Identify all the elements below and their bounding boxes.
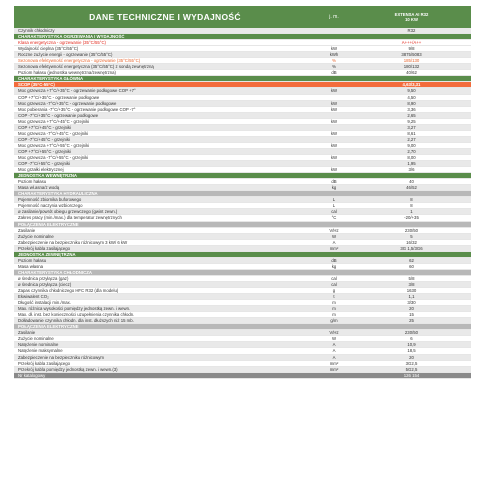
row-label: Klasa energetyczna - ogrzewanie (35°C/55°C): [18, 40, 106, 46]
row-value: [352, 324, 471, 329]
row-value: 8: [410, 203, 413, 209]
row-unit: mm²: [329, 366, 339, 372]
row-label: Zakres pracy (min./max.) dla temperatur zewnętrznych: [18, 215, 122, 221]
spec-sheet: [14, 6, 471, 379]
row-label: ø zasilanie/powrót obiegu grzewczego (gwint zewn.): [18, 209, 118, 215]
row-label: CHARAKTERYSTYKA OGRZEWANIA I WYDAJNOŚĆ: [18, 34, 125, 40]
row-unit: A: [332, 348, 336, 354]
row-label: Moc grzałki elektrycznej: [18, 167, 64, 173]
row-value: 3875/5083: [401, 52, 422, 58]
row-label: Czynnik chłodniczy: [18, 28, 55, 33]
row-value: 126 154: [403, 372, 420, 378]
row-label: Moc grzewcza -7°C/+55°C - grzejniki: [18, 154, 89, 160]
row-unit: dB: [331, 179, 337, 185]
row-label: Moc grzewcza -7°C/+45°C - grzejniki: [18, 130, 89, 136]
row-unit: kg: [331, 185, 337, 191]
row-unit: kWh: [329, 52, 339, 58]
row-unit: [316, 222, 352, 227]
row-unit: mm²: [329, 360, 339, 366]
row-unit: [316, 324, 352, 329]
row-value: 4,50: [407, 94, 416, 100]
row-value: 8,00: [407, 154, 416, 160]
row-value: [352, 34, 471, 39]
row-value: R32: [407, 28, 416, 33]
row-value: [352, 191, 471, 196]
row-label: Zasilanie: [18, 227, 36, 233]
row-label: Zabezpieczenie na bezpieczniku różnicowym 3 kW/ 6 kW: [18, 239, 128, 245]
row-unit: %: [332, 64, 336, 70]
row-label: Wydajność cieplna (35°C/55°C): [18, 46, 79, 52]
row-value: 5G2,5: [405, 366, 418, 372]
model-name: EXTENSA AI R32: [394, 11, 429, 17]
row-value: 15: [409, 312, 414, 318]
row-unit: dB: [331, 257, 337, 263]
row-label: Masa własna: [18, 263, 44, 269]
row-unit: [316, 113, 352, 118]
row-label: JEDNOSTKA ZEWNĘTRZNA: [18, 251, 76, 257]
row-value: 9/8: [408, 46, 415, 52]
row-value: 2,27: [407, 136, 416, 142]
row-unit: °C: [331, 215, 337, 221]
row-label: COP -7°C/+55°C - grzejniki: [18, 161, 70, 167]
row-value: 9,00: [407, 142, 416, 148]
row-value: [352, 252, 471, 257]
row-label: CHARAKTERYSTYKA HYDRAULICZNA: [18, 191, 98, 197]
row-unit: V/Hz: [329, 330, 339, 336]
row-label: CHARAKTERYSTYKA CHŁODNICZA: [18, 269, 92, 275]
row-label: Pojemność naczynia wzbiorczego: [18, 203, 83, 209]
row-value: 1,1: [408, 294, 415, 300]
row-value: 10,9: [407, 342, 416, 348]
row-label: COP -7°C/+45°C - grzejniki: [18, 136, 70, 142]
row-unit: [316, 252, 352, 257]
row-unit: cal: [331, 281, 337, 287]
row-label: Przekrój kabla zasilającego: [18, 245, 71, 251]
row-unit: [316, 76, 352, 81]
row-label: SCOP (35°C-55°C): [18, 82, 55, 88]
row-unit: t: [333, 294, 335, 300]
row-label: Zużycie nominalne: [18, 233, 54, 239]
row-label: Moc grzewcza +7°C/+45°C - grzejniki: [18, 118, 90, 124]
row-label: Ekwiwalent CO₂: [18, 294, 49, 300]
row-value: 8,90: [407, 100, 416, 106]
row-value: 3/8: [408, 281, 415, 287]
row-label: Przekrój kabla zasilającego: [18, 360, 71, 366]
row-label: Zapas czynnika chłodniczego HFC R32 (dla modelu): [18, 288, 119, 294]
row-label: ø średnica przyłącza (gaz): [18, 275, 69, 281]
row-value: 62: [409, 257, 414, 263]
row-unit: %: [332, 58, 336, 64]
model-column-header: [352, 6, 471, 28]
unit-column-header: j. m.: [329, 14, 339, 20]
row-label: Masa wł.asna/z wodą: [18, 185, 60, 191]
row-unit: [316, 270, 352, 275]
row-value: 3,36: [407, 106, 416, 112]
row-value: 3,27: [407, 124, 416, 130]
row-value: 2,65: [407, 112, 416, 118]
model-power: 10 KW: [405, 17, 418, 22]
row-label: POŁĄCZENIA ELEKTRYCZNE: [18, 221, 79, 227]
row-unit: dB: [331, 70, 337, 76]
row-value: 20: [409, 354, 414, 360]
row-unit: [316, 191, 352, 196]
row-unit: cal: [331, 209, 337, 215]
row-label: CHARAKTERYSTYKA GŁÓWNA: [18, 76, 84, 82]
row-label: Max. dł. inst. bez konieczności uzupełnienia czynnika chłodn.: [18, 312, 135, 318]
row-label: Moc grzewcza +7°C/+55°C - grzejniki: [18, 142, 90, 148]
row-unit: A: [332, 342, 336, 348]
row-unit: mm²: [329, 245, 339, 251]
row-label: Długość instalacji min./max.: [18, 300, 72, 306]
row-value: 18,5: [407, 348, 416, 354]
row-value: 25: [409, 318, 414, 324]
row-value: 16/32: [406, 239, 417, 245]
row-value: 60: [409, 263, 414, 269]
row-unit: kW: [330, 154, 338, 160]
row-value: 6: [410, 336, 413, 342]
row-value: 5: [410, 233, 413, 239]
row-unit: V/Hz: [329, 227, 339, 233]
table-row: [14, 373, 471, 379]
row-label: Max. różnica wysokości pomiędzy jednostką zewn. i wewn.: [18, 306, 131, 312]
row-unit: W: [331, 233, 337, 239]
row-unit: kW: [330, 130, 338, 136]
row-unit: A: [332, 354, 336, 360]
row-unit: kg: [331, 263, 337, 269]
row-unit: [316, 161, 352, 166]
row-unit: kW: [330, 142, 338, 148]
row-value: 3/6: [408, 167, 415, 173]
row-value: 3/30: [407, 300, 416, 306]
row-label: Zużycie nominalne: [18, 336, 54, 342]
row-value: 40/62: [406, 70, 417, 76]
row-value: [352, 76, 471, 81]
row-value: 8,61: [407, 130, 416, 136]
row-value: [352, 222, 471, 227]
row-unit: [316, 34, 352, 39]
row-label: Poziom hałasu (jednostka wewnętrzna/zewnętrzna): [18, 70, 116, 76]
row-value: 1,95: [407, 161, 416, 167]
row-label: Moc grzewcza -7°C/+35°C - ogrzewanie podłogowe: [18, 100, 117, 106]
spec-rows: [14, 28, 471, 379]
row-label: JEDNOSTKA WEWNĘTRZNA: [18, 173, 78, 179]
row-unit: A: [332, 239, 336, 245]
row-value: 1630: [406, 288, 417, 294]
row-label: Moc grzewcza +7°C/+35°C - ogrzewanie podłogowe COP +7°: [18, 88, 136, 94]
row-unit: L: [332, 203, 336, 209]
row-value: 3G 1,5/3G6: [400, 245, 423, 251]
row-unit: g/m: [330, 318, 338, 324]
row-label: Pojemność zbiornika buforowego: [18, 197, 82, 203]
row-label: Sezonowa efektywność energetyczna (35°C/55°C) z sondą zewnętrzną: [18, 64, 154, 70]
row-value: 4,63/3,31: [402, 82, 421, 88]
row-unit: cal: [331, 275, 337, 281]
row-unit: [316, 28, 352, 33]
row-label: Roczne zużycie energii - ogrzewanie (35°C/55°C): [18, 52, 113, 58]
row-value: 9,25: [407, 118, 416, 124]
row-label: Poziom hałasu: [18, 179, 47, 185]
row-unit: kW: [330, 118, 338, 124]
row-value: 8: [410, 197, 413, 203]
row-unit: [316, 40, 352, 45]
row-value: 40: [409, 179, 414, 185]
row-unit: m: [332, 312, 336, 318]
row-label: POŁĄCZENIA ELEKTRYCZNE: [18, 324, 79, 330]
row-label: ø średnica przyłącza (ciecz): [18, 281, 72, 287]
row-label: Sezonowa efektywność energetyczna - ogrzewanie (35°C/55°C): [18, 58, 141, 64]
row-label: Dolładowanie czynnika chłodn. dla inst. dłuższych niż 15 mb.: [18, 318, 134, 324]
table-header: [14, 6, 471, 28]
row-value: 46/52: [406, 185, 417, 191]
row-unit: kW: [330, 46, 338, 52]
row-unit: [316, 373, 352, 378]
row-label: Natężenie nominalne: [18, 342, 59, 348]
row-label: Moc pobierania -7°C/+35°C - ogrzewanie podłogowe COP -7°: [18, 106, 136, 112]
row-value: 3G2,5: [405, 360, 418, 366]
row-unit: m: [332, 306, 336, 312]
row-label: Zasilanie: [18, 330, 36, 336]
row-unit: m: [332, 300, 336, 306]
row-unit: kW: [330, 106, 338, 112]
row-value: A+++/A++: [401, 40, 422, 46]
row-label: COP +7°C/+35°C - ogrzewanie podłogowe: [18, 94, 100, 100]
row-value: 20: [409, 306, 414, 312]
row-label: Nr katalogowy: [18, 372, 46, 378]
row-unit: W: [331, 336, 337, 342]
row-unit: [316, 149, 352, 154]
row-label: COP +7°C/+55°C - grzejniki: [18, 148, 72, 154]
row-label: Poziom hałasu: [18, 257, 47, 263]
row-value: 230/50: [404, 227, 419, 233]
row-value: [352, 173, 471, 178]
row-value: 2,70: [407, 148, 416, 154]
row-label: COP +7°C/+45°C - grzejniki: [18, 124, 72, 130]
row-unit: [316, 82, 352, 87]
row-value: -20/+35: [404, 215, 419, 221]
row-label: COP -7°C/+35°C - ogrzewanie podłogowe: [18, 112, 99, 118]
row-unit: kW: [330, 167, 338, 173]
row-value: 5/8: [408, 275, 415, 281]
row-unit: L: [332, 197, 336, 203]
row-unit: [316, 137, 352, 142]
row-value: 180/132: [403, 64, 420, 70]
row-unit: kW: [330, 100, 338, 106]
row-value: 1: [410, 209, 413, 215]
row-value: [352, 270, 471, 275]
row-label: Zabezpieczenie na bezpieczniku różnicowym: [18, 354, 104, 360]
row-value: 185/130: [403, 58, 420, 64]
row-unit: [316, 125, 352, 130]
table-title: DANE TECHNICZNE I WYDAJNOŚĆ: [89, 12, 241, 22]
row-label: Przekrój kabla pomiędzy jednostką zewn. i wewn.(3): [18, 366, 118, 372]
row-label: Natężenie maksymalne: [18, 348, 63, 354]
row-unit: [316, 173, 352, 178]
row-unit: g: [332, 288, 336, 294]
row-value: 9,50: [407, 88, 416, 94]
row-value: 230/50: [404, 330, 419, 336]
row-unit: [316, 95, 352, 100]
row-unit: kW: [330, 88, 338, 94]
